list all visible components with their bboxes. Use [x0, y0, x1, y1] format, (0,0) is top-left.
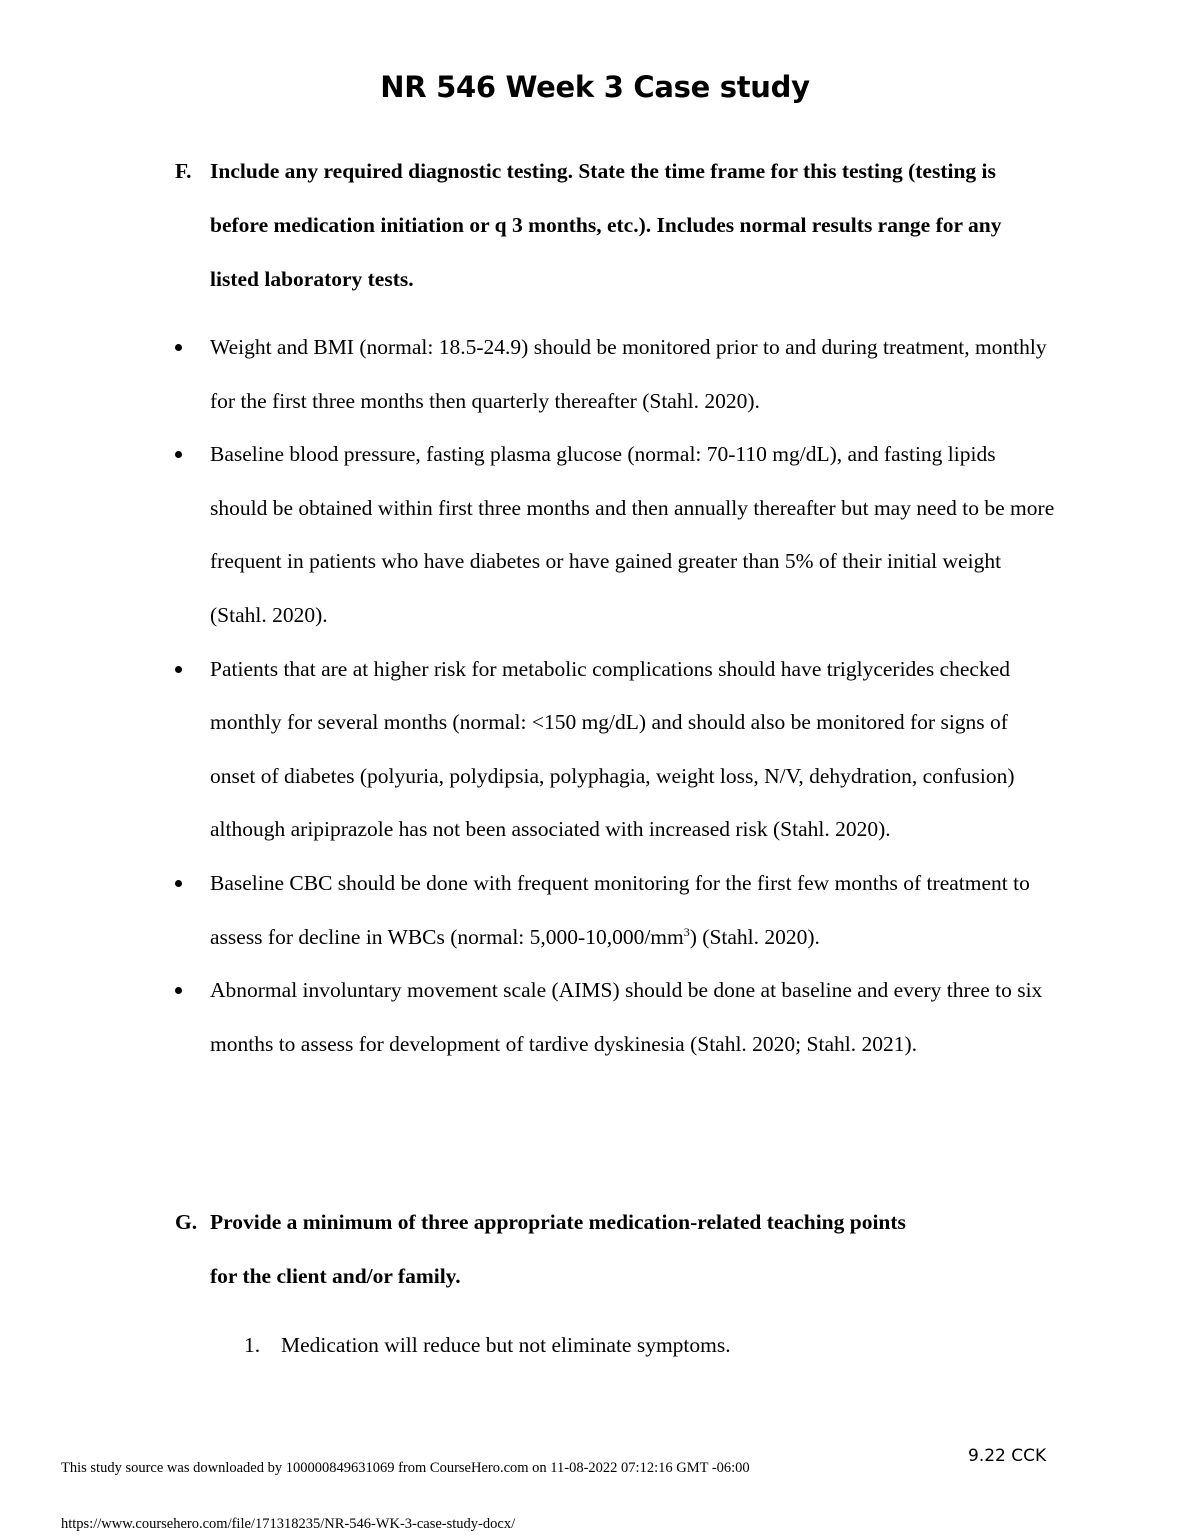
- numbered-list-item: [244, 1318, 731, 1372]
- section-f-bullet-list: [175, 321, 1055, 1071]
- bullet-text-main: Baseline CBC should be done with frequent monitoring for the first few months of treatment to assess for decline in WBCs (normal: 5,000-10,000/mm: [210, 870, 1030, 949]
- bullet-text: [210, 871, 1030, 949]
- page-title: NR 546 Week 3 Case study: [380, 70, 810, 104]
- bullet-text: Abnormal involuntary movement scale (AIMS) should be done at baseline and every three to six months to assess for development of tardive dyskinesia (Stahl. 2020; Stahl. 2021).: [210, 978, 1043, 1056]
- bullet-text: Patients that are at higher risk for metabolic complications should have triglycerides checked monthly for several months (normal: <150 mg/dL) and should also be monitored for signs of onset of diabetes (polyuria, polydipsia, polyphagia, weight loss, N/V, dehydration, confusion) although aripiprazole has not been associated with increased risk (Stahl. 2020).: [210, 656, 1015, 842]
- superscript: 3: [683, 924, 690, 939]
- footer-url[interactable]: https://www.coursehero.com/file/171318235/NR-546-WK-3-case-study-docx/: [61, 1516, 516, 1532]
- bullet-text-tail: ) (Stahl. 2020).: [689, 924, 820, 949]
- section-g-heading-line-1: Provide a minimum of three appropriate medication-related teaching points: [210, 1210, 906, 1234]
- section-g-letter: G.: [175, 1210, 198, 1234]
- bullet-icon: [175, 451, 182, 458]
- bullet-icon: [175, 880, 182, 887]
- section-g-heading: [175, 1195, 1055, 1303]
- bullet-text: Weight and BMI (normal: 18.5-24.9) should be monitored prior to and during treatment, monthly for the first three months then quarterly thereafter (Stahl. 2020).: [210, 335, 1047, 413]
- bullet-icon: [175, 344, 182, 351]
- list-item: [175, 964, 1055, 1071]
- bullet-text: Baseline blood pressure, fasting plasma glucose (normal: 70-110 mg/dL), and fasting lipids should be obtained within first three months and then annually thereafter but may need to be more frequent in patients who have diabetes or have gained greater than 5% of their initial weight (Stahl. 2020).: [210, 442, 1055, 627]
- bullet-icon: [175, 666, 182, 673]
- page-code: 9.22 CCK: [968, 1446, 1047, 1466]
- item-number: 1.: [244, 1333, 261, 1357]
- item-text: Medication will reduce but not eliminate symptoms.: [281, 1333, 731, 1357]
- list-item: [175, 643, 1055, 857]
- footer-source-note: This study source was downloaded by 100000849631069 from CourseHero.com on 11-08-2022 07:12:16 GMT -06:00: [61, 1460, 750, 1476]
- section-f-heading: [175, 144, 1055, 306]
- section-f-letter: F.: [175, 159, 192, 183]
- list-item: [175, 428, 1055, 642]
- section-f-heading-text: Include any required diagnostic testing. State the time frame for this testing (testing is before medication initiation or q 3 months, etc.). Includes normal results range for any listed laboratory tests.: [210, 159, 1002, 291]
- list-item: [175, 857, 1055, 964]
- section-g-heading-line-2: for the client and/or family.: [210, 1264, 461, 1288]
- list-item: [175, 321, 1055, 428]
- bullet-icon: [175, 987, 182, 994]
